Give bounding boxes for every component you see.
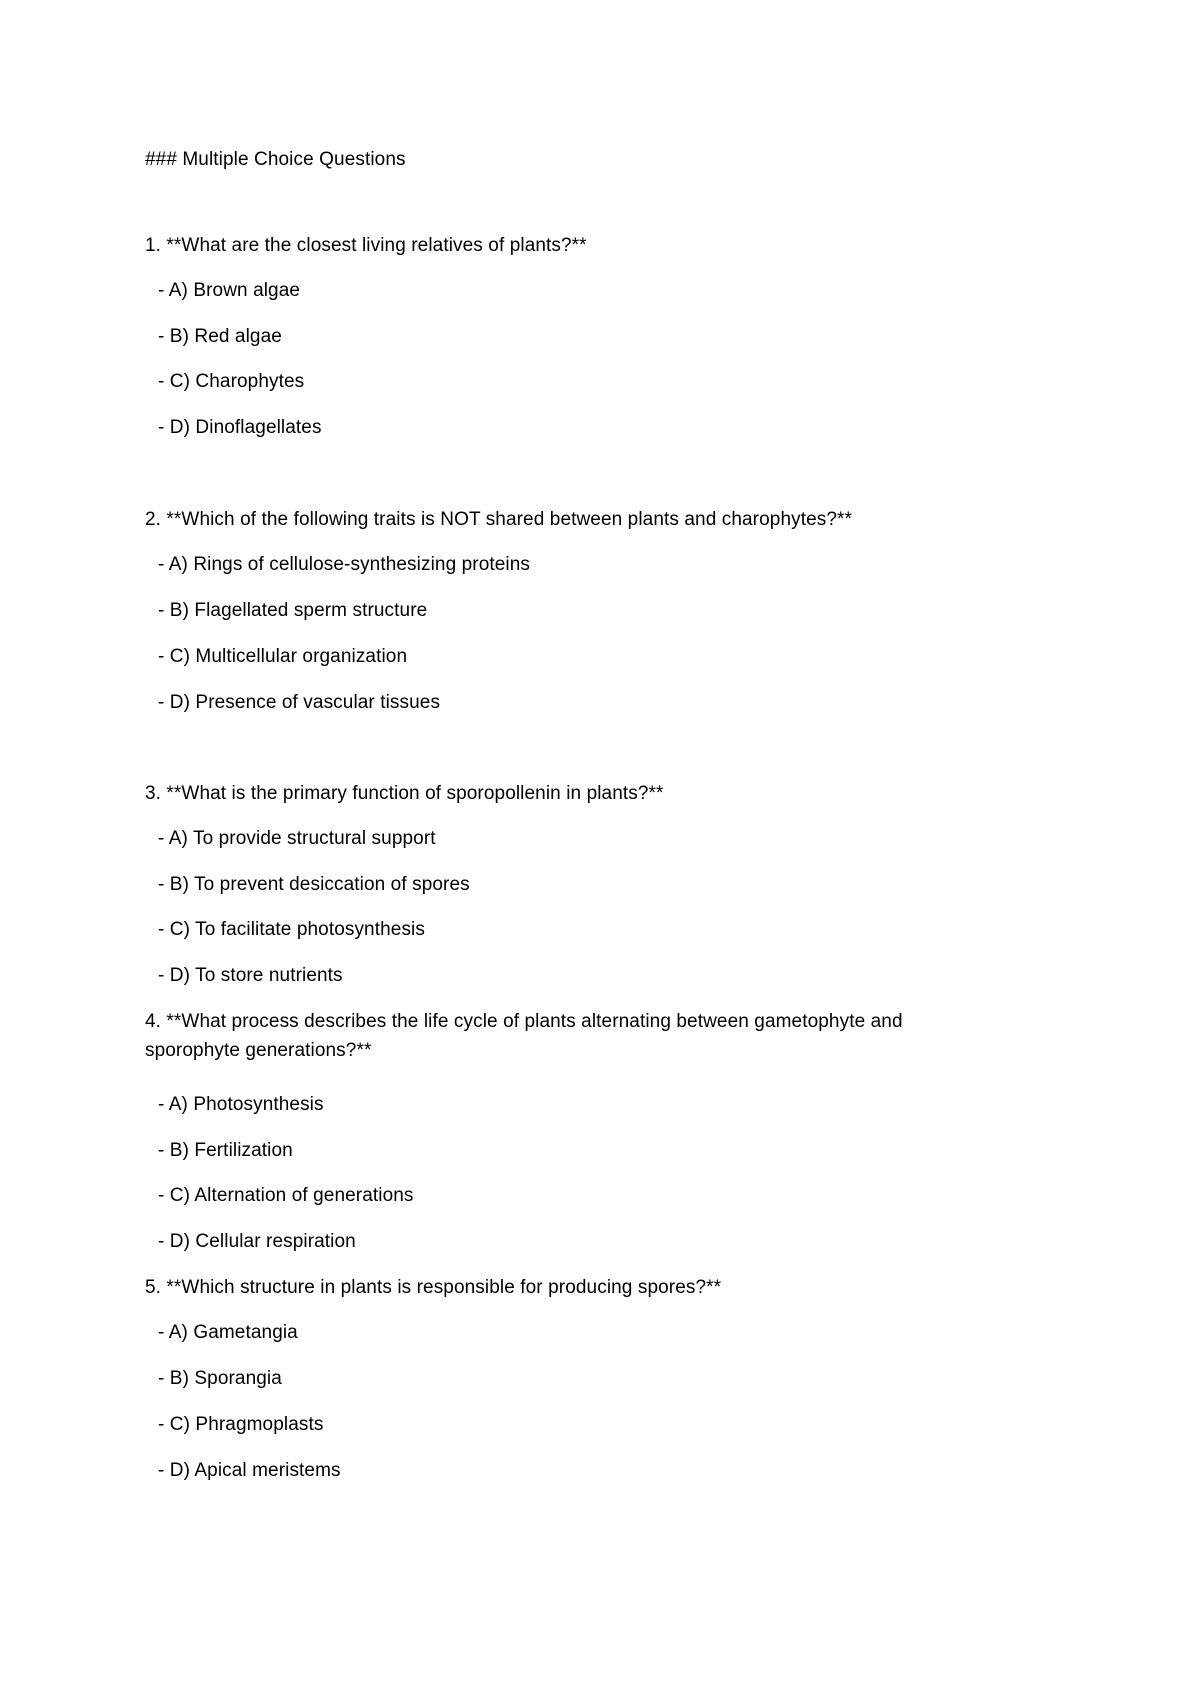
question-1-prompt: 1. **What are the closest living relatives of plants?**	[145, 235, 587, 256]
question-3-option-c: - C) To facilitate photosynthesis	[158, 919, 425, 940]
question-2-prompt: 2. **Which of the following traits is NOT shared between plants and charophytes?**	[145, 509, 853, 530]
question-3-option-d: - D) To store nutrients	[158, 965, 343, 986]
question-2-option-a: - A) Rings of cellulose-synthesizing proteins	[158, 554, 531, 575]
question-5-prompt: 5. **Which structure in plants is responsible for producing spores?**	[145, 1277, 722, 1298]
question-1-option-c: - C) Charophytes	[158, 371, 305, 392]
question-5-option-c: - C) Phragmoplasts	[158, 1414, 324, 1435]
question-2-option-b: - B) Flagellated sperm structure	[158, 600, 428, 621]
question-5-option-a: - A) Gametangia	[158, 1322, 298, 1343]
question-3-option-a: - A) To provide structural support	[158, 828, 436, 849]
question-1-option-a: - A) Brown algae	[158, 280, 301, 301]
section-heading: ### Multiple Choice Questions	[145, 149, 406, 170]
question-4-option-c: - C) Alternation of generations	[158, 1185, 414, 1206]
question-4-option-b: - B) Fertilization	[158, 1140, 293, 1161]
question-2-option-c: - C) Multicellular organization	[158, 646, 408, 667]
question-4-option-d: - D) Cellular respiration	[158, 1231, 356, 1252]
question-5-option-b: - B) Sporangia	[158, 1368, 282, 1389]
question-4-prompt: 4. **What process describes the life cycle of plants alternating between gametophyte and sporophyte generations?**	[145, 1011, 903, 1061]
question-2-option-d: - D) Presence of vascular tissues	[158, 692, 441, 713]
question-4-option-a: - A) Photosynthesis	[158, 1094, 324, 1115]
question-5-option-d: - D) Apical meristems	[158, 1460, 341, 1481]
question-1-option-b: - B) Red algae	[158, 326, 282, 347]
question-3-prompt: 3. **What is the primary function of sporopollenin in plants?**	[145, 783, 664, 804]
question-1-option-d: - D) Dinoflagellates	[158, 417, 322, 438]
question-3-option-b: - B) To prevent desiccation of spores	[158, 874, 470, 895]
